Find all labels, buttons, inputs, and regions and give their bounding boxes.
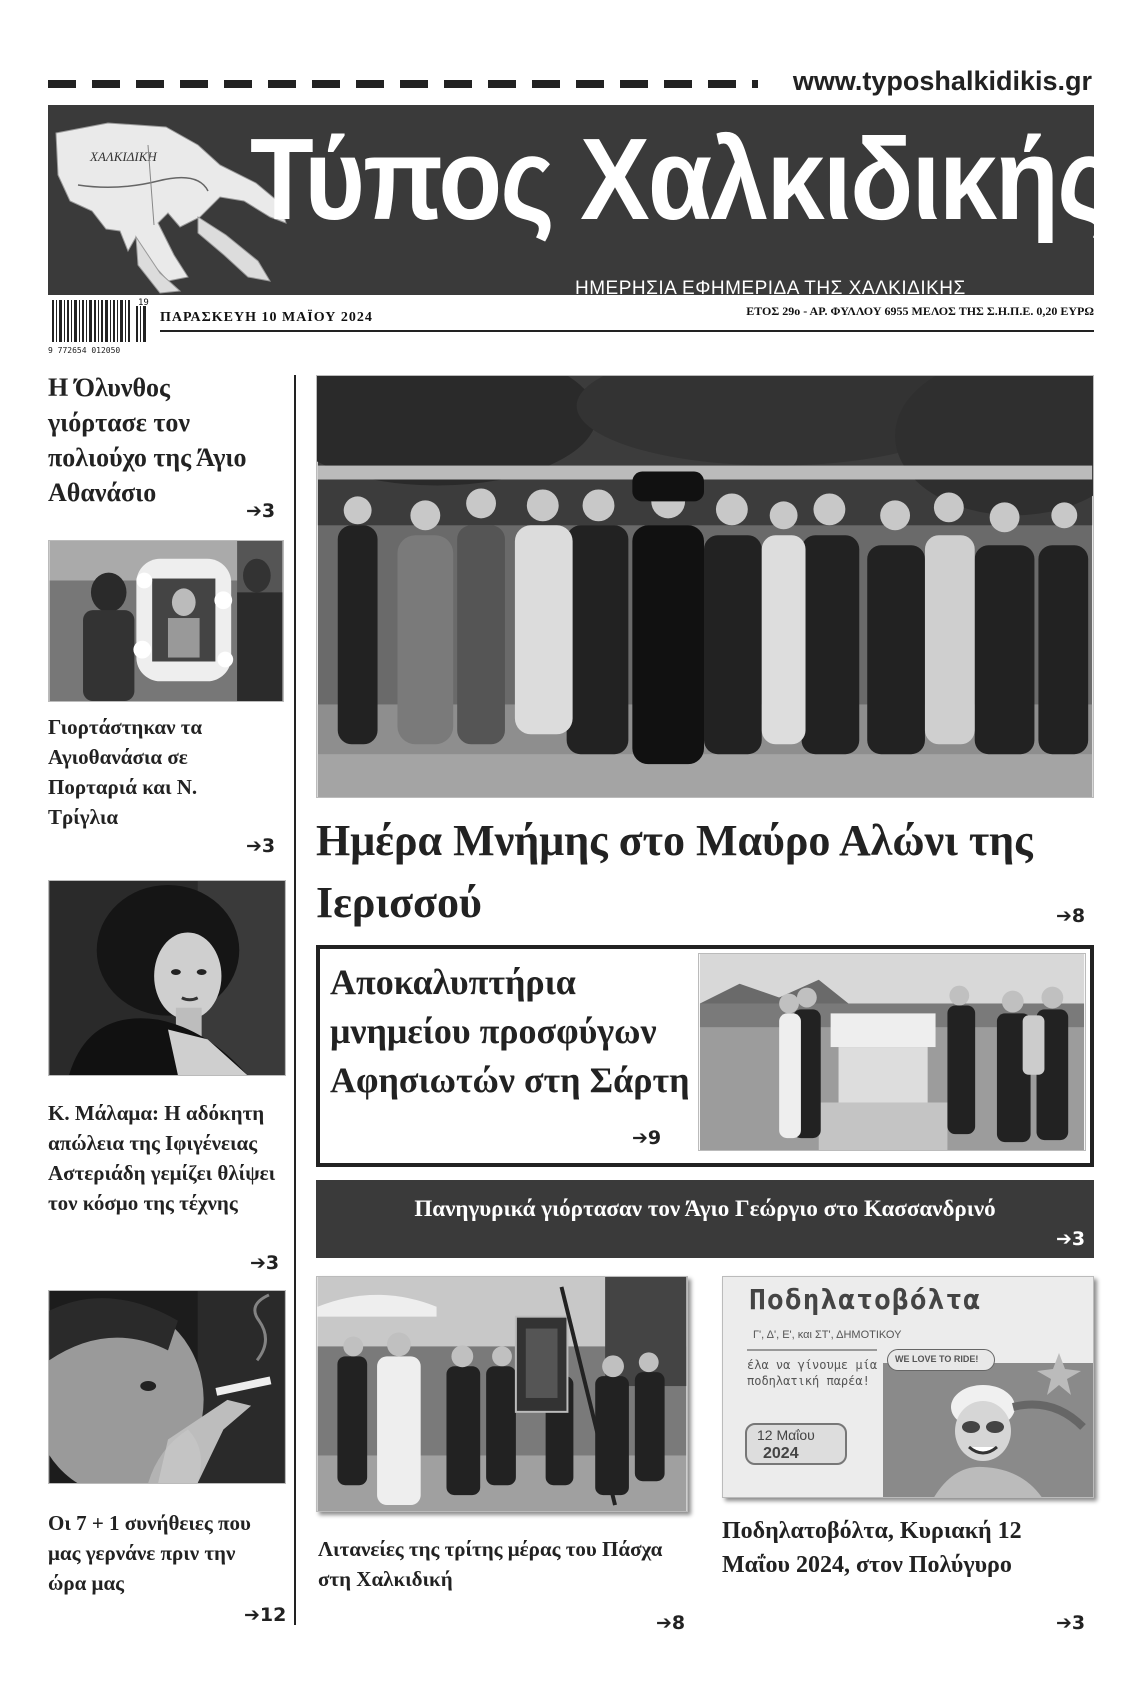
photo-easter-litany <box>316 1276 688 1512</box>
poster-divider <box>747 1349 877 1351</box>
photo-memorial-day-ceremony <box>316 375 1094 798</box>
left-story-3-page-ref: ➔3 <box>250 1252 280 1274</box>
header-dash-rule <box>48 80 758 88</box>
poster-invite: έλα να γίνουμε μία ποδηλατική παρέα! <box>747 1358 878 1388</box>
poster-date-day: 12 Μαΐου <box>757 1427 815 1443</box>
poster-grades: Γ', Δ', Ε', και ΣΤ', ΔΗΜΟΤΙΚΟΥ <box>753 1329 902 1341</box>
left-story-3-headline[interactable]: Κ. Μάλαμα: Η αδόκητη απώλεια της Ιφιγένειας Αστεριάδη γεμίζει θλίψει τον κόσμο της τέχνης <box>48 1101 276 1215</box>
left-story-1-headline[interactable]: Η Όλυνθος γιόρτασε τον πολιούχο της Άγιο Αθανάσιο <box>48 373 247 507</box>
monument-story-headline[interactable]: Αποκαλυπτήρια μνημείου προσφύγων Αφησιωτών στη Σάρτη <box>330 962 690 1100</box>
left-story-1-page-ref: ➔3 <box>246 500 276 522</box>
poster-slogan: WE LOVE TO RIDE! <box>895 1354 979 1364</box>
lead-page-ref: ➔8 <box>1056 905 1086 927</box>
barcode-addon: 19 <box>138 298 149 308</box>
column-divider <box>294 375 296 1625</box>
banner-page-ref: ➔3 <box>1056 1228 1086 1250</box>
header-rule <box>160 330 1094 332</box>
banner-headline[interactable]: Πανηγυρικά γιόρτασαν τον Άγιο Γεώργιο στο Κασσανδρινό <box>414 1196 996 1221</box>
bike-ride-caption[interactable]: Ποδηλατοβόλτα, Κυριακή 12 Μαΐου 2024, στον Πολύγυρο <box>722 1518 1022 1578</box>
lead-headline[interactable]: Ημέρα Μνήμης στο Μαύρο Αλώνι της Ιερισσού <box>316 816 1033 927</box>
poster-date-year: 2024 <box>763 1445 799 1462</box>
poster-title: Ποδηλατοβόλτα <box>749 1283 982 1316</box>
photo-saint-icon-procession <box>48 540 284 702</box>
photo-woman-portrait <box>48 880 286 1076</box>
left-story-2-headline[interactable]: Γιορτάστηκαν τα Αγιοθανάσια σε Πορταριά και Ν. Τρίγλια <box>48 715 203 829</box>
website-link[interactable]: www.typoshalkidikis.gr <box>792 66 1092 96</box>
barcode-number: 9 772654 012050 <box>48 346 121 355</box>
issue-info: ΕΤΟΣ 29ο - ΑΡ. ΦΥΛΛΟΥ 6955 ΜΕΛΟΣ ΤΗΣ Σ.Η.Π.Ε. 0,20 ΕΥΡΩ <box>746 304 1094 318</box>
bike-ride-page-ref: ➔3 <box>1056 1612 1086 1634</box>
photo-man-smoking <box>48 1290 286 1484</box>
left-story-4-page-ref: ➔12 <box>244 1604 287 1626</box>
issue-date: ΠΑΡΑΣΚΕΥΗ 10 ΜΑΪΟΥ 2024 <box>160 310 373 325</box>
left-story-4-headline[interactable]: Οι 7 + 1 συνήθειες που μας γερνάνε πριν την ώρα μας <box>48 1511 251 1595</box>
photo-monument-unveiling <box>698 953 1086 1151</box>
easter-litany-page-ref: ➔8 <box>656 1612 686 1634</box>
barcode <box>52 300 148 342</box>
newspaper-title: Τύπος Χαλκιδικής <box>250 114 1110 244</box>
easter-litany-caption[interactable]: Λιτανείες της τρίτης μέρας του Πάσχα στη Χαλκιδική <box>318 1537 663 1591</box>
poster-bike-ride[interactable] <box>722 1276 1094 1498</box>
left-story-2-page-ref: ➔3 <box>246 835 276 857</box>
monument-story-page-ref: ➔9 <box>632 1127 662 1149</box>
map-label: ΧΑΛΚΙΔΙΚΗ <box>90 149 157 164</box>
newspaper-subtitle: ΗΜΕΡΗΣΙΑ ΕΦΗΜΕΡΙΔΑ ΤΗΣ ΧΑΛΚΙΔΙΚΗΣ <box>575 278 966 299</box>
